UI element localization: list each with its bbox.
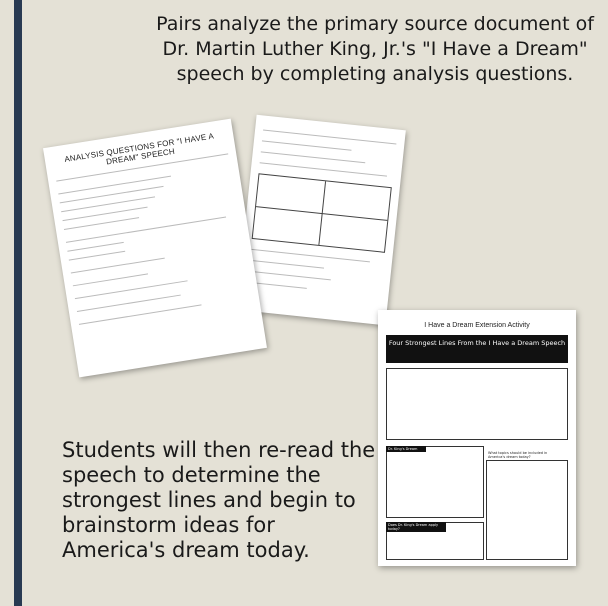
america-dream-label: What topics should be included in America's dream today? (486, 450, 566, 460)
worksheet-c-title: I Have a Dream Extension Activity (424, 322, 530, 329)
apply-today-label: Does Dr. King's Dream apply today? (386, 522, 446, 532)
navy-side-bar (14, 0, 22, 606)
dr-king-dream-label: Dr. King's Dream (386, 446, 426, 452)
worksheet-extension-activity (378, 310, 576, 566)
dr-king-dream-box (386, 446, 484, 518)
bottom-caption: Students will then re-read the speech to determine the strongest lines and begin to brainstorm ideas for America's dream today. (62, 438, 376, 562)
worksheet-graphic-organizer (236, 115, 406, 326)
worksheet-a-title: ANALYSIS QUESTIONS FOR "I HAVE A DREAM" SPEECH (63, 131, 215, 167)
strongest-lines-box (386, 368, 568, 440)
america-dream-box (486, 460, 568, 560)
worksheet-c-header: Four Strongest Lines From the I Have a Dream Speech (386, 335, 568, 363)
top-caption: Pairs analyze the primary source document of Dr. Martin Luther King, Jr.'s "I Have a Dream" speech by completing analysis questions. (156, 13, 594, 85)
worksheet-analysis-questions (43, 119, 267, 378)
